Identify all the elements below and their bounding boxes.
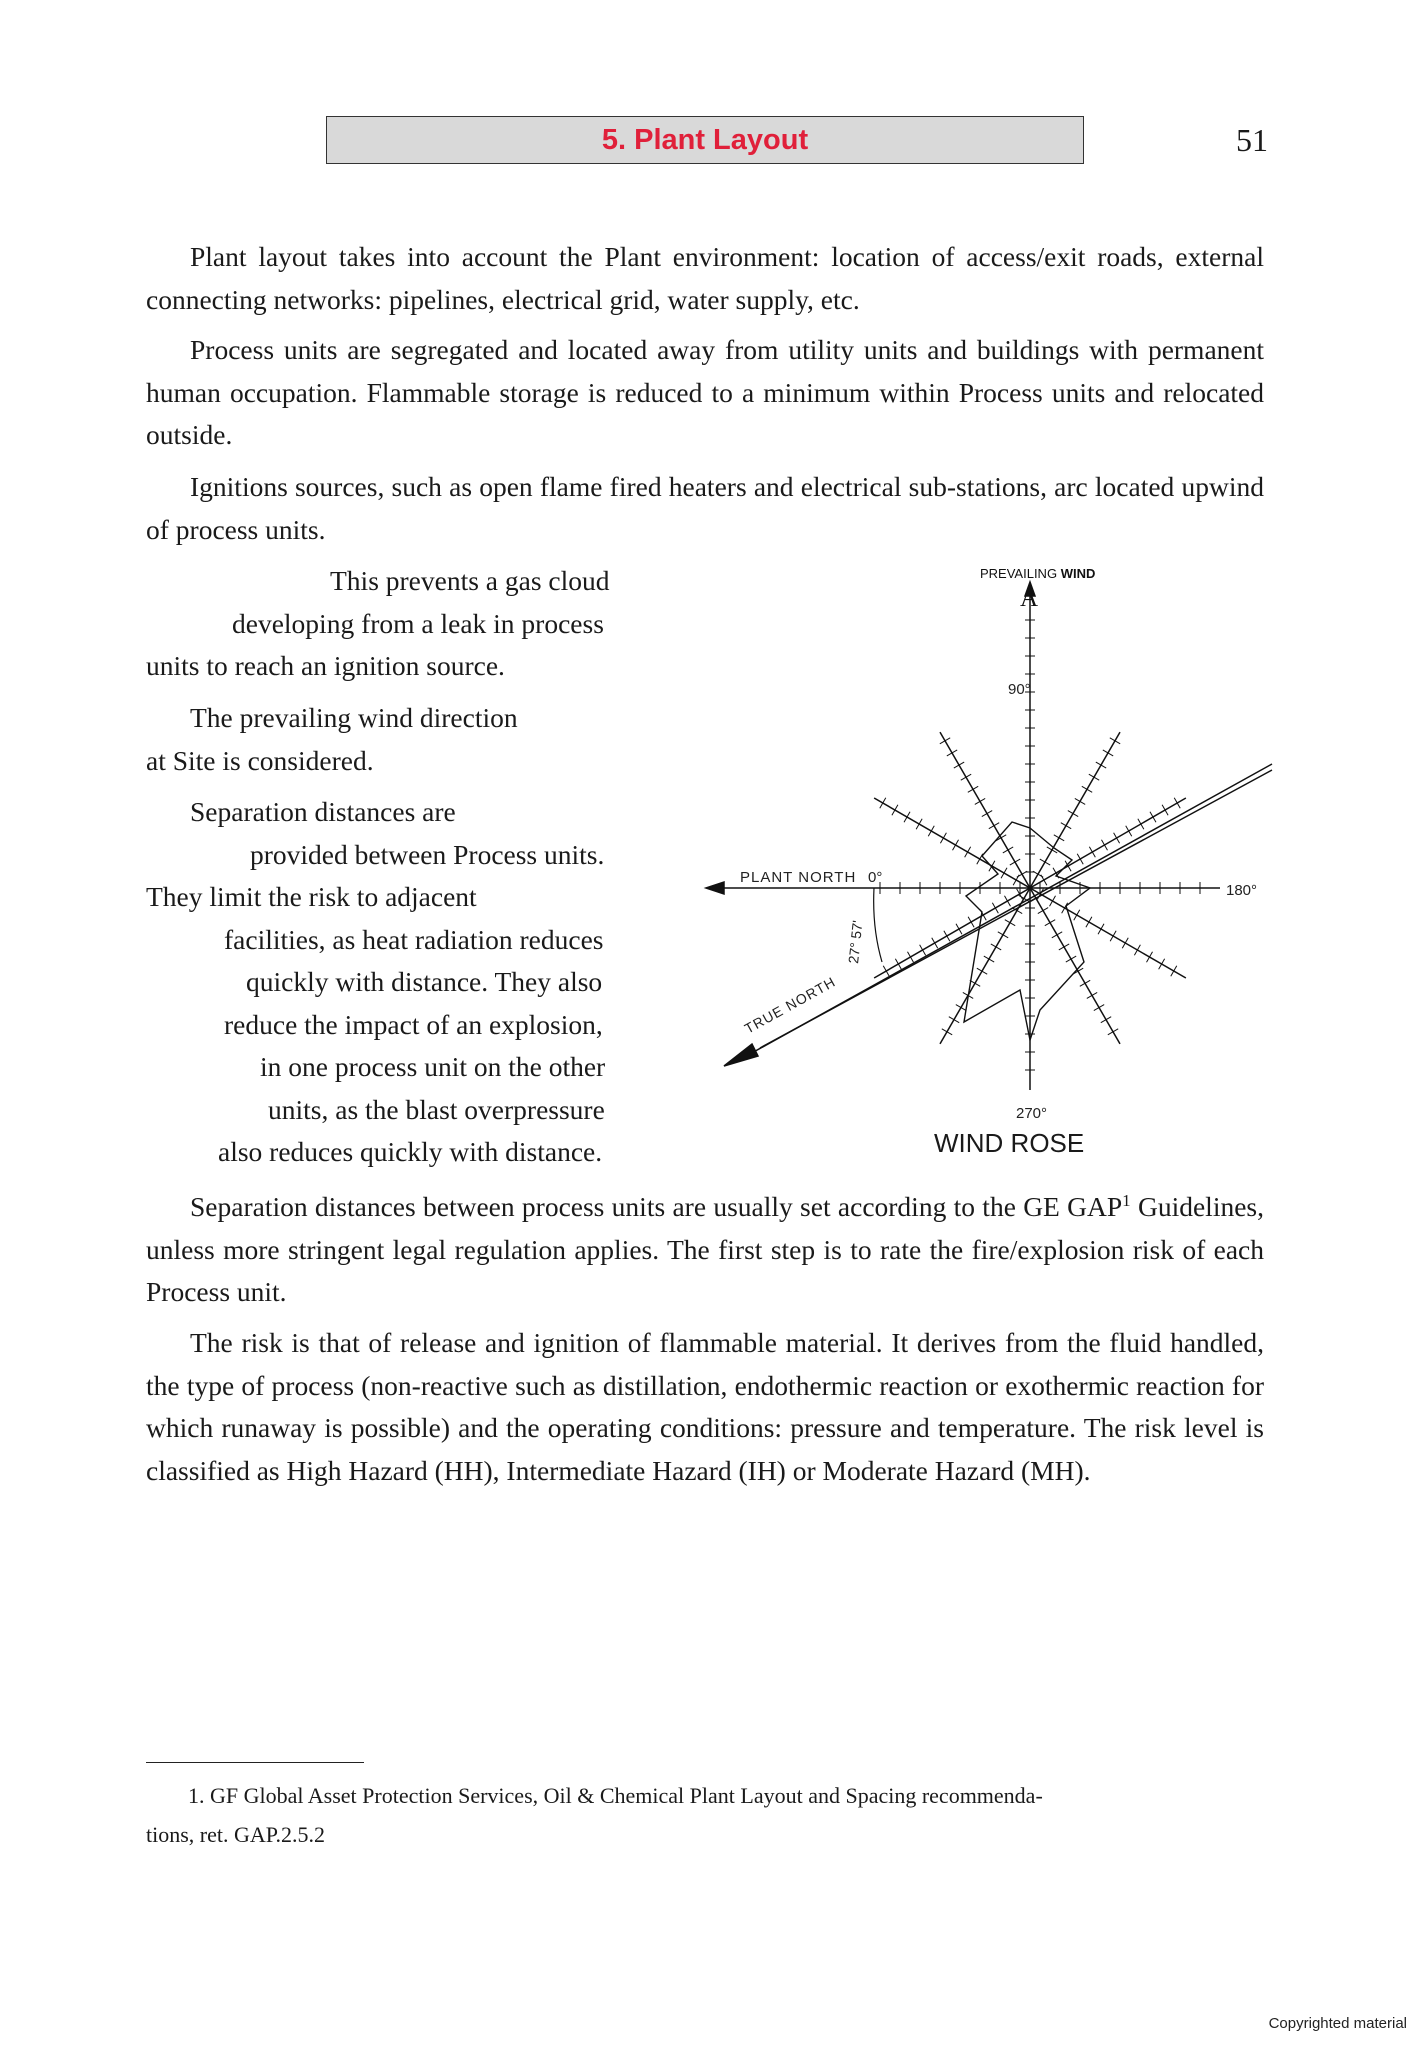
true-north-arrowhead [724, 1044, 758, 1066]
spoke-tick [940, 738, 950, 744]
spoke-tick [1103, 750, 1113, 756]
marker-a-label: A [1020, 585, 1039, 612]
footnote-reference: 1 [1122, 1190, 1131, 1210]
wind-frequency-polygon [964, 822, 1090, 1040]
spoke-tick [1038, 908, 1048, 914]
spoke-tick [1114, 833, 1120, 843]
paragraph-process-units: Process units are segregated and located away from utility units and buildings with permanent human occupation. Flammable storage is reduced to a minimum within Process units and relocated outside. [146, 334, 1264, 450]
spoke-tick [880, 798, 886, 808]
angle-label: 27° 57' [845, 919, 866, 965]
spoke-tick [1174, 798, 1180, 808]
spoke-tick [1059, 944, 1069, 950]
spoke-tick [1108, 1029, 1118, 1035]
footnote-separator [146, 1762, 364, 1763]
spoke-tick [1075, 798, 1085, 804]
spoke-tick [1003, 847, 1013, 853]
spoke-tick [1050, 896, 1056, 906]
footnote-line: 1. GF Global Asset Protection Services, Oil & Chemical Plant Layout and Spacing recommenda- [188, 1783, 1043, 1808]
spoke-tick [1086, 917, 1092, 927]
degree-270-label: 270° [1016, 1105, 1048, 1122]
spoke-tick [1087, 992, 1097, 998]
spoke-tick [1101, 840, 1107, 850]
spoke-tick [1068, 811, 1078, 817]
spoke-tick [1110, 738, 1120, 744]
spoke-tick [1122, 938, 1128, 948]
spoke-tick [1110, 931, 1116, 941]
axis-tick-marks [880, 620, 1200, 1070]
spoke-tick [920, 945, 926, 955]
spoke-tick [982, 811, 992, 817]
plant-north-label: PLANT NORTH [740, 869, 857, 886]
spoke-tick [1054, 835, 1064, 841]
spoke-tick [992, 903, 998, 913]
spoke-tick [1017, 871, 1027, 877]
paragraph-separation-distances: Separation distances are provided between Process units. They limit the risk to adjacent facilities, as heat radiation reduces quickly with distance. They also reduce the impact of an explosion, in one process unit on the other units, as the blast overpressure also reduces quickly with distance. [146, 796, 606, 1167]
spoke-tick [928, 826, 934, 836]
spoke-tick [1094, 1005, 1104, 1011]
spoke-tick [1089, 847, 1095, 857]
spoke-tick [991, 944, 1001, 950]
footnote [146, 1776, 1286, 1854]
plant-north-arrowhead [706, 882, 724, 894]
spoke-tick [904, 812, 910, 822]
spoke-tick [1080, 980, 1090, 986]
spoke-tick [1098, 924, 1104, 934]
spoke-tick [907, 952, 913, 962]
spoke-tick [968, 786, 978, 792]
spoke-tick [949, 1017, 959, 1023]
spoke-tick [1045, 920, 1055, 926]
spoke-tick [998, 932, 1008, 938]
spoke-tick [965, 847, 971, 857]
spoke-tick [1126, 826, 1132, 836]
spoke-tick [916, 819, 922, 829]
spoke-tick [942, 1029, 952, 1035]
spoke-tick [984, 956, 994, 962]
degree-180-label: 180° [1226, 882, 1258, 899]
spoke-tick [1138, 819, 1144, 829]
paragraph-risk: The risk is that of release and ignition of flammable material. It derives from the fluid handled, the type of process (non-reactive such as distillation, endothermic reaction or exothermic reaction for which runaway is possible) and the operating conditions: pressure and temperature. The risk level is classified as High Hazard (HH), Intermediate Hazard (IH) or Moderate Hazard (MH). [146, 1327, 1264, 1486]
spoke-tick [1005, 920, 1015, 926]
spoke-tick [1134, 945, 1140, 955]
paragraph-plant-environment: Plant layout takes into account the Plant environment: location of access/exit roads, external connecting networks: pipelines, electrical grid, water supply, etc. [146, 241, 1264, 315]
spoke-tick [932, 938, 938, 948]
footnote-line: tions, ret. GAP.2.5.2 [146, 1822, 326, 1847]
copyright-notice: Copyrighted material [1268, 2015, 1407, 2032]
spoke-tick [961, 774, 971, 780]
angle-arc [874, 888, 882, 962]
spoke-tick [956, 1005, 966, 1011]
spoke-tick [892, 805, 898, 815]
spoke-tick [1150, 812, 1156, 822]
spoke-tick [1096, 762, 1106, 768]
spoke-tick [968, 917, 974, 927]
spoke-tick [1004, 896, 1010, 906]
page-number: 51 [1236, 122, 1268, 158]
paragraph-ignition-sources: Ignitions sources, such as open flame fired heaters and electrical sub-stations, arc located upwind of process units. [146, 471, 1264, 545]
spoke-tick [977, 968, 987, 974]
spoke-tick [1066, 956, 1076, 962]
wind-rose-diagram [660, 560, 1280, 1130]
spoke-tick [1159, 959, 1165, 969]
figure-caption: WIND ROSE [934, 1128, 1085, 1158]
spoke-tick [1061, 823, 1071, 829]
spoke-tick [1082, 786, 1092, 792]
spoke-tick [1041, 875, 1047, 885]
true-north-label: TRUE NORTH [741, 973, 839, 1037]
prevailing-wind-label: PREVAILING WIND [980, 566, 1096, 581]
spoke-tick [1052, 932, 1062, 938]
spoke-tick [1101, 1017, 1111, 1023]
spoke-tick [1040, 859, 1050, 865]
spoke-tick [1010, 859, 1020, 865]
spoke-tick [944, 931, 950, 941]
paragraph-prevailing-wind: The prevailing wind direction at Site is considered. [146, 702, 518, 776]
chapter-title: 5. Plant Layout [601, 123, 809, 156]
spoke-tick [895, 959, 901, 969]
spoke-tick [1077, 854, 1083, 864]
spoke-tick [1001, 868, 1007, 878]
spoke-tick [975, 798, 985, 804]
spoke-tick [954, 762, 964, 768]
paragraph-separation-guidelines: Separation distances between process units are usually set according to the GE GAP$^1$ Guidelines, unless more stringent legal regulation applies. The first step is to rate the fire/explosion risk of each Process unit. [146, 1190, 1264, 1307]
spoke-tick [1089, 774, 1099, 780]
true-north-line-parallel [760, 770, 1272, 1048]
spoke-tick [1171, 966, 1177, 976]
spoke-tick [1074, 910, 1080, 920]
spoke-tick [947, 750, 957, 756]
spoke-tick [1147, 952, 1153, 962]
spoke-tick [883, 966, 889, 976]
degree-0-label: 0° [868, 869, 883, 886]
spoke-tick [956, 924, 962, 934]
spoke-tick [953, 840, 959, 850]
degree-90-label: 90° [1008, 681, 1031, 698]
paragraph-gas-cloud: This prevents a gas cloud developing from a leak in process units to reach an ignition source. [146, 565, 610, 681]
chapter-header [326, 116, 1084, 164]
spoke-tick [1162, 805, 1168, 815]
spoke-tick [940, 833, 946, 843]
spoke-tick [989, 823, 999, 829]
